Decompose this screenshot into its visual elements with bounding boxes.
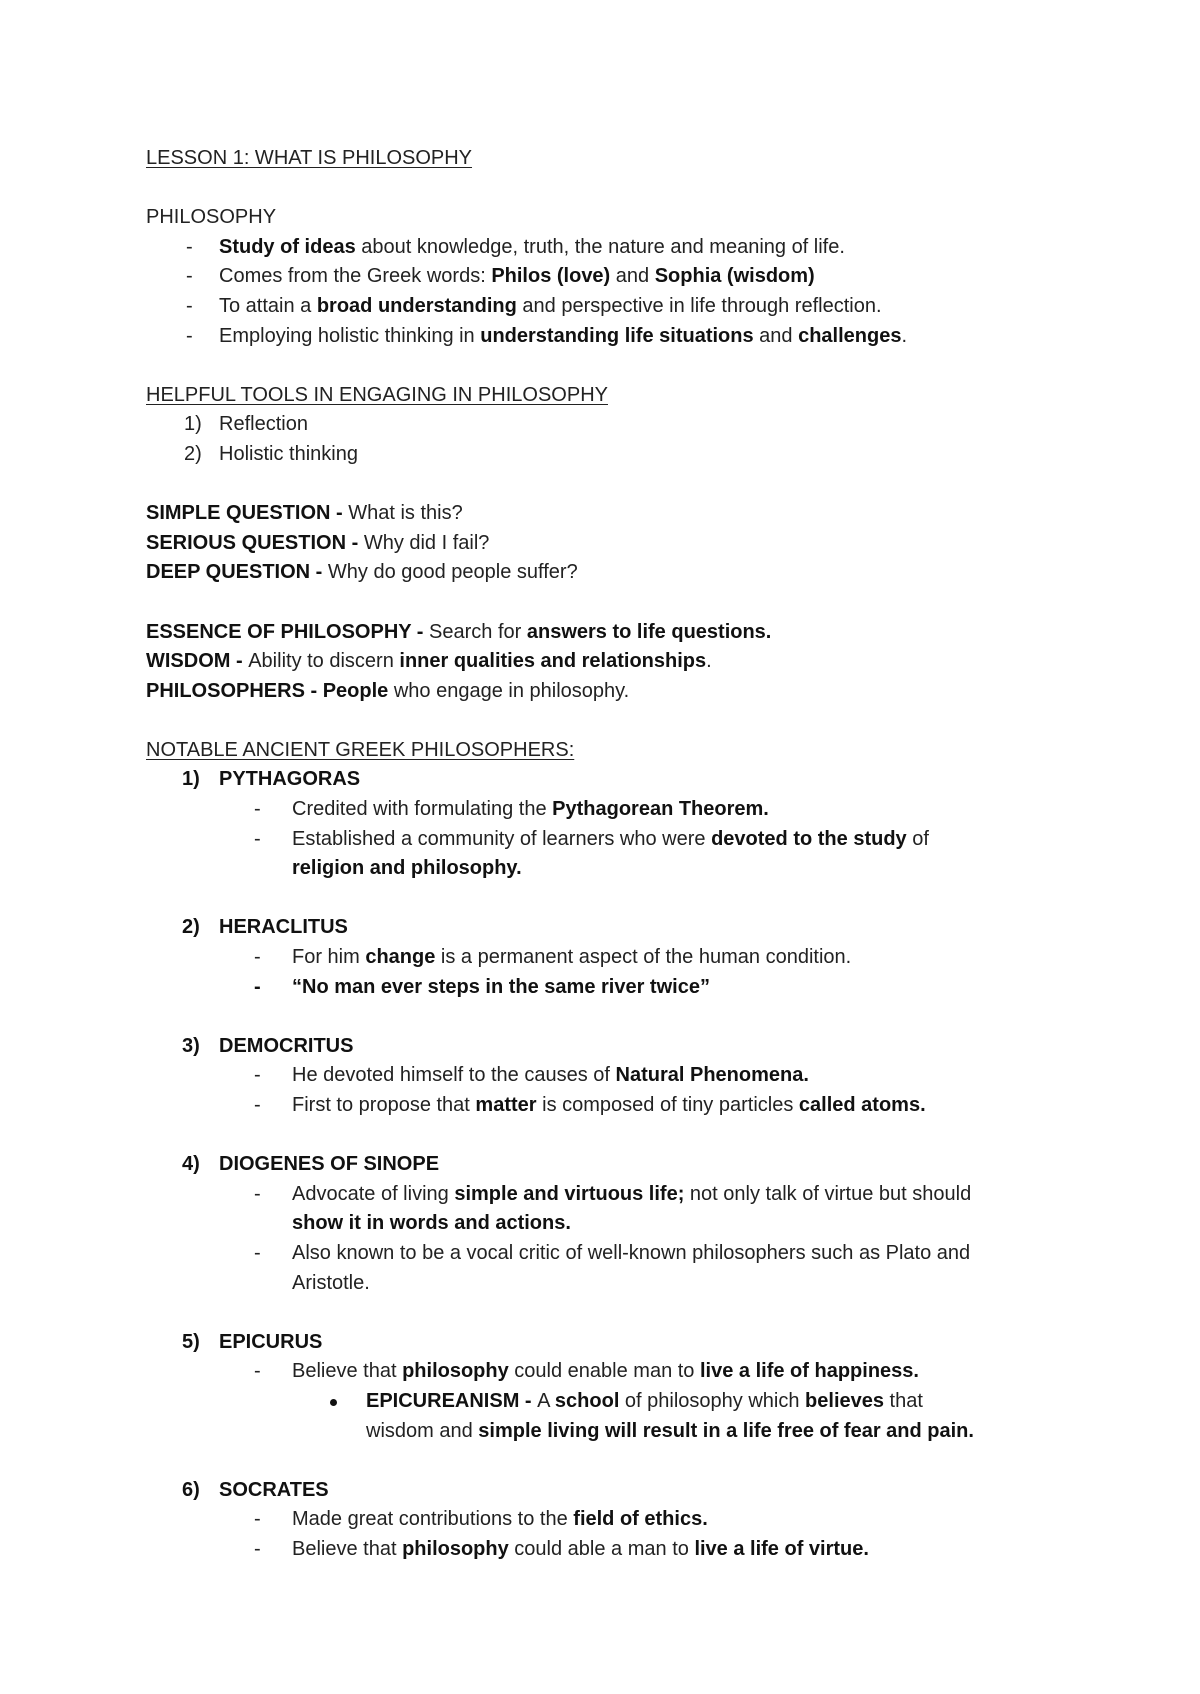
tools-heading: HELPFUL TOOLS IN ENGAGING IN PHILOSOPHY	[146, 383, 608, 406]
philosopher-epicurus: 5) EPICURUS	[182, 1330, 323, 1353]
notable-heading: NOTABLE ANCIENT GREEK PHILOSOPHERS:	[146, 738, 575, 761]
philosopher-pythagoras: 1) PYTHAGORAS	[182, 768, 361, 791]
list-item: - For him change is a permanent aspect of the human condition.	[254, 946, 852, 969]
list-item: - Advocate of living simple and virtuous life; not only talk of virtue but should	[254, 1182, 972, 1205]
list-item: - Believe that philosophy could enable man to live a life of happiness.	[254, 1360, 919, 1383]
list-item: 2) Holistic thinking	[184, 442, 358, 465]
list-item: 1) Reflection	[184, 413, 308, 436]
list-item: - Established a community of learners who were devoted to the study of	[254, 827, 929, 850]
list-item: - Employing holistic thinking in understanding life situations and challenges.	[186, 324, 908, 347]
philosophy-heading: PHILOSOPHY	[146, 206, 277, 229]
philosopher-socrates: 6) SOCRATES	[182, 1478, 329, 1501]
sub-list-item-continuation: wisdom and simple living will result in a life free of fear and pain.	[366, 1419, 974, 1442]
list-item-continuation: Aristotle.	[292, 1271, 370, 1294]
philosopher-heraclitus: 2) HERACLITUS	[182, 916, 348, 939]
philosopher-democritus: 3) DEMOCRITUS	[182, 1034, 354, 1057]
list-item: - Comes from the Greek words: Philos (love) and Sophia (wisdom)	[186, 265, 815, 288]
list-item-continuation: show it in words and actions.	[292, 1212, 571, 1235]
list-item: - Also known to be a vocal critic of well-known philosophers such as Plato and	[254, 1241, 971, 1264]
list-item: - Believe that philosophy could able a man to live a life of virtue.	[254, 1537, 869, 1560]
list-item: - Study of ideas about knowledge, truth, the nature and meaning of life.	[186, 235, 845, 258]
definition-philosophers: PHILOSOPHERS - People who engage in philosophy.	[146, 679, 630, 702]
list-item-continuation: religion and philosophy.	[292, 857, 522, 880]
philosopher-diogenes: 4) DIOGENES OF SINOPE	[182, 1153, 440, 1176]
list-item: - Credited with formulating the Pythagorean Theorem.	[254, 798, 769, 821]
document-page	[146, 144, 1066, 1565]
lesson-title: LESSON 1: WHAT IS PHILOSOPHY	[146, 147, 473, 169]
question-deep: DEEP QUESTION - Why do good people suffer?	[146, 561, 578, 584]
list-item: - To attain a broad understanding and perspective in life through reflection.	[186, 294, 882, 317]
bullet-icon	[330, 1399, 337, 1406]
list-item: - He devoted himself to the causes of Natural Phenomena.	[254, 1064, 809, 1087]
definition-wisdom: WISDOM - Ability to discern inner qualities and relationships.	[146, 650, 712, 673]
definition-essence: ESSENCE OF PHILOSOPHY - Search for answers to life questions.	[146, 620, 772, 643]
sub-list-item: EPICUREANISM - A school of philosophy which believes that	[146, 1387, 1066, 1417]
question-serious: SERIOUS QUESTION - Why did I fail?	[146, 531, 490, 554]
list-item: - First to propose that matter is composed of tiny particles called atoms.	[254, 1094, 926, 1116]
list-item: - Made great contributions to the field of ethics.	[254, 1508, 708, 1531]
question-simple: SIMPLE QUESTION - What is this?	[146, 502, 463, 525]
list-item: - “No man ever steps in the same river twice”	[254, 975, 710, 998]
